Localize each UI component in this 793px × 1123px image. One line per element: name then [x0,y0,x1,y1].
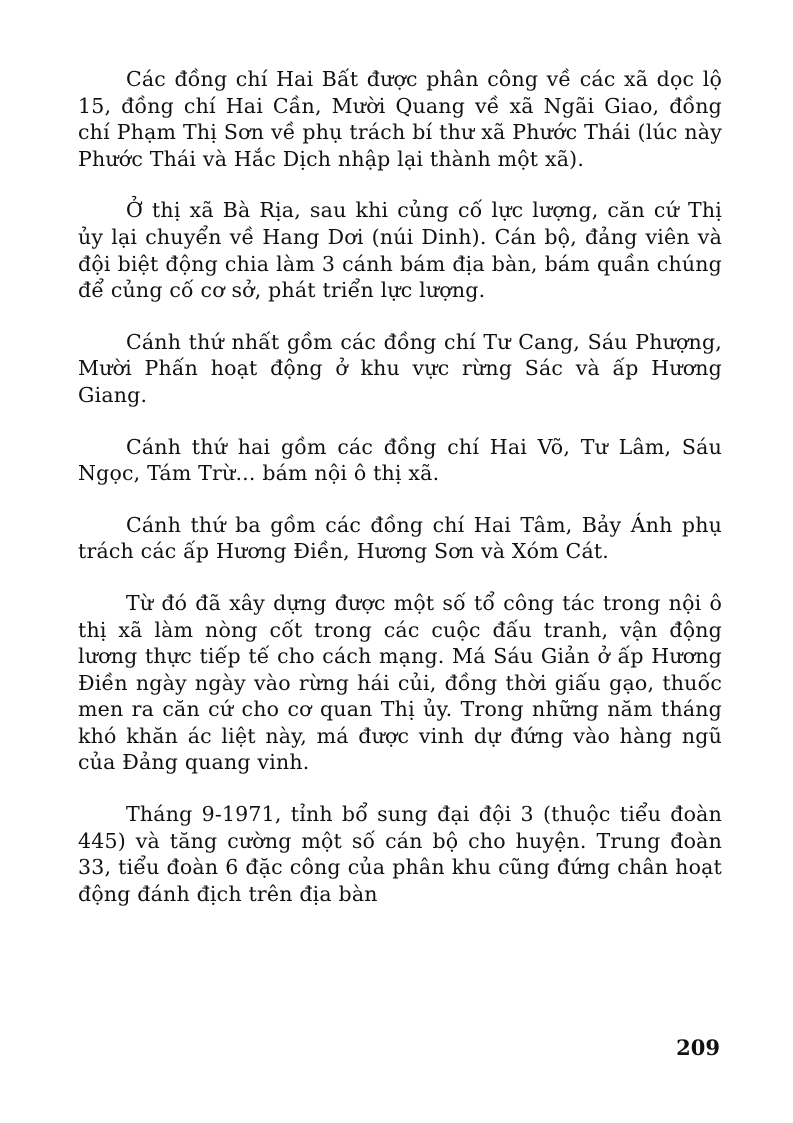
paragraph-6: Từ đó đã xây dựng được một số tổ công tác trong nội ô thị xã làm nòng cốt trong các cuộc đấu tranh, vận động lương thực tiếp tế cho cách mạng. Má Sáu Giản ở ấp Hương Điền ngày ngày vào rừng hái củi, đồng thời giấu gạo, thuốc men ra căn cứ cho cơ quan Thị ủy. Trong những năm tháng khó khăn ác liệt này, má được vinh dự đứng vào hàng ngũ của Đảng quang vinh. [78,590,722,775]
page-number: 209 [676,1035,720,1060]
paragraph-7: Tháng 9-1971, tỉnh bổ sung đại đội 3 (thuộc tiểu đoàn 445) và tăng cường một số cán bộ cho huyện. Trung đoàn 33, tiểu đoàn 6 đặc công của phân khu cũng đứng chân hoạt động đánh địch trên địa bàn [78,802,722,906]
body-text [78,66,722,907]
paragraph-4: Cánh thứ hai gồm các đồng chí Hai Võ, Tư Lâm, Sáu Ngọc, Tám Trừ... bám nội ô thị xã. [78,434,722,486]
paragraph-2: Ở thị xã Bà Rịa, sau khi củng cố lực lượng, căn cứ Thị ủy lại chuyển về Hang Dơi (núi Dinh). Cán bộ, đảng viên và đội biệt động chia làm 3 cánh bám địa bàn, bám quần chúng để củng cố cơ sở, phát triển lực lượng. [78,198,722,303]
paragraph-5: Cánh thứ ba gồm các đồng chí Hai Tâm, Bảy Ánh phụ trách các ấp Hương Điền, Hương Sơn và Xóm Cát. [78,512,722,564]
paragraph-3: Cánh thứ nhất gồm các đồng chí Tư Cang, Sáu Phượng, Mười Phấn hoạt động ở khu vực rừng Sác và ấp Hương Giang. [78,329,722,407]
paragraph-1: Các đồng chí Hai Bất được phân công về các xã dọc lộ 15, đồng chí Hai Cần, Mười Quang về xã Ngãi Giao, đồng chí Phạm Thị Sơn về phụ trách bí thư xã Phước Thái (lúc này Phước Thái và Hắc Dịch nhập lại thành một xã). [78,67,722,171]
